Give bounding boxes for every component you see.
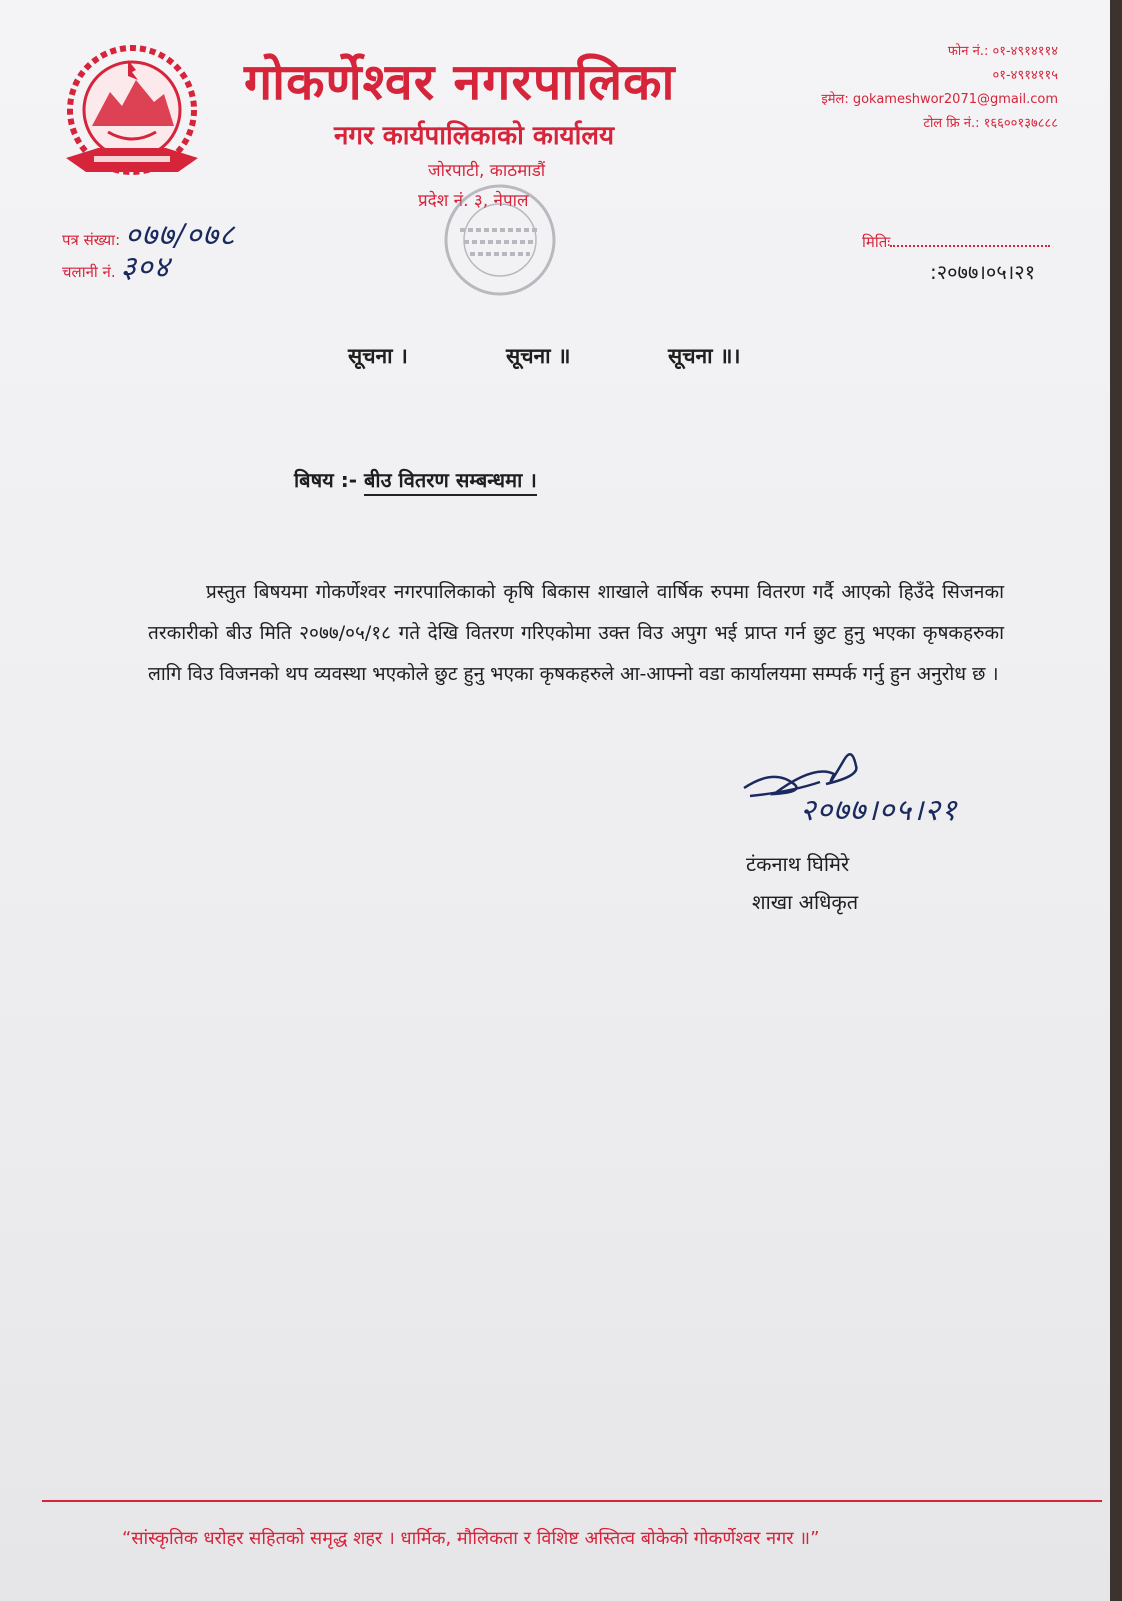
notice-1: सूचना । bbox=[348, 344, 408, 368]
email: इमेल: gokameshwor2071@gmail.com bbox=[821, 92, 1058, 107]
chalani-value: ३०४ bbox=[120, 250, 171, 285]
phone-2: ०१-४९१४११५ bbox=[992, 68, 1058, 83]
reference-block bbox=[62, 218, 236, 286]
subject-text: बीउ वितरण सम्बन्धमा । bbox=[364, 468, 537, 496]
nepal-emblem-icon bbox=[58, 40, 206, 190]
footer-motto: “सांस्कृतिक धरोहर सहितको समृद्ध शहर । धार्मिक, मौलिकता र विशिष्ट अस्तित्व बोकेको गोकर्णेश्वर नगर ॥” bbox=[122, 1528, 820, 1549]
patra-label: पत्र संख्या: bbox=[62, 231, 121, 249]
signatory-name: टंकनाथ घिमिरे bbox=[746, 852, 850, 876]
signature-date: २०७७।०५।२१ bbox=[800, 793, 958, 828]
office-stamp-icon bbox=[420, 180, 580, 300]
date-value: :२०७७।०५।२१ bbox=[930, 260, 1036, 284]
subject-label: बिषय :- bbox=[294, 468, 358, 492]
notice-2: सूचना ॥ bbox=[506, 344, 571, 368]
address-line-2: प्रदेश नं. ३, नेपाल bbox=[418, 191, 529, 211]
date-dots bbox=[890, 233, 1050, 247]
subject-line bbox=[294, 466, 537, 493]
signatory-title: शाखा अधिकृत bbox=[752, 890, 859, 914]
footer-divider bbox=[42, 1500, 1102, 1502]
body-paragraph: प्रस्तुत बिषयमा गोकर्णेश्वर नगरपालिकाको कृषि बिकास शाखाले वार्षिक रुपमा वितरण गर्दै आएको हिउँदे सिजनका तरकारीको बीउ मिति २०७७/०५/१८ गते देखि वितरण गरिएकोमा उक्त विउ अपुग भई प्राप्त गर्न छुट हुनु भएका कृषकहरुका लागि विउ विजनको थप व्यवस्था भएकोले छुट हुनु भएका कृषकहरुले आ-आफ्नो वडा कार्यालयमा सम्पर्क गर्नु हुन अनुरोध छ । bbox=[148, 581, 1004, 685]
tollfree: टोल फ्रि नं.: १६६००१३७८८८ bbox=[923, 116, 1058, 131]
contact-block bbox=[821, 40, 1058, 136]
notice-3: सूचना ॥। bbox=[668, 344, 741, 368]
patra-value: ०७७/०७८ bbox=[124, 218, 236, 253]
chalani-label: चलानी नं. bbox=[62, 263, 116, 281]
office-subtitle: नगर कार्यपालिकाको कार्यालय bbox=[334, 121, 615, 151]
municipality-title: गोकर्णेश्वर नगरपालिका bbox=[244, 53, 676, 111]
address-line-1: जोरपाटी, काठमाडौं bbox=[428, 161, 546, 181]
phone-1: फोन नं.: ०१-४९१४११४ bbox=[947, 44, 1058, 59]
date-label: मितिः bbox=[862, 233, 891, 251]
date-label-row bbox=[862, 232, 1050, 252]
